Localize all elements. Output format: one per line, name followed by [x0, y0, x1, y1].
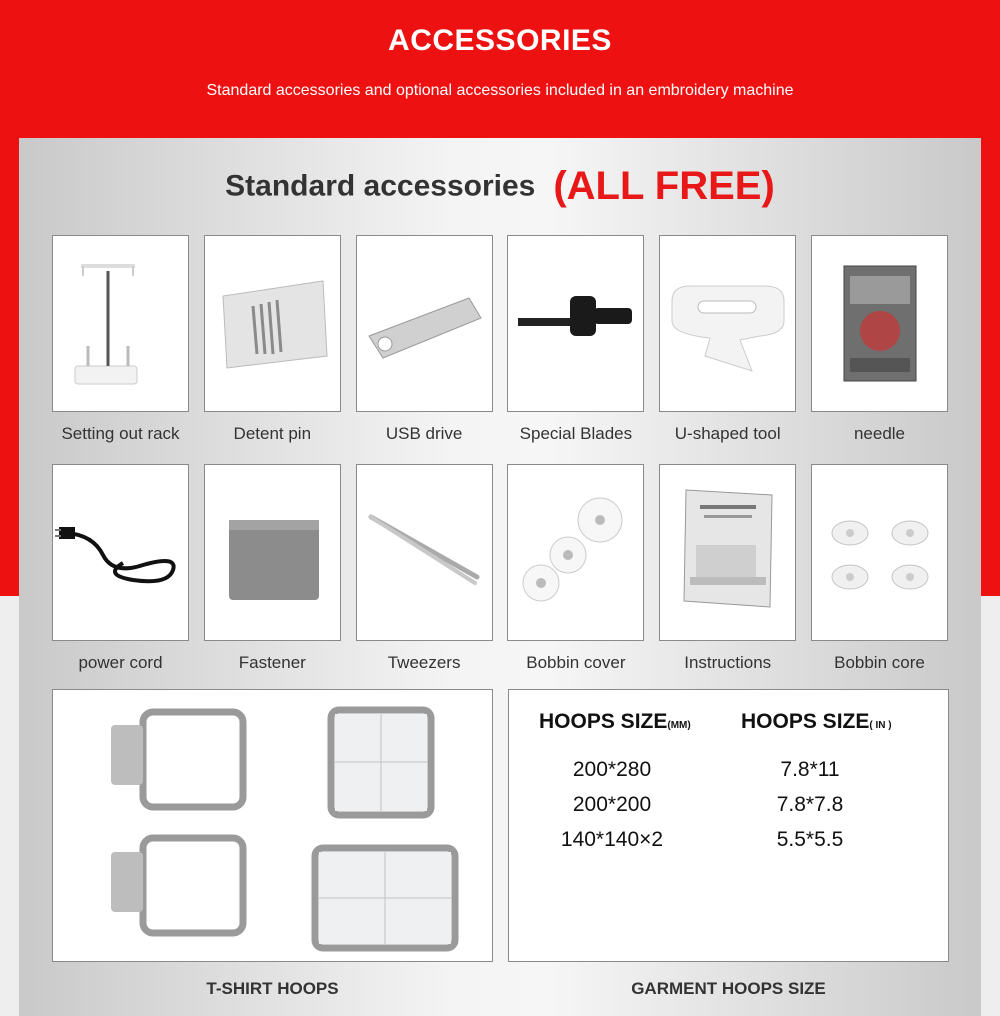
bobbin-icon [812, 465, 947, 640]
hoop-size-in-value: 5.5*5.5 [776, 828, 844, 851]
embroidery-hoops-icon [53, 690, 492, 961]
accessory-label: Setting out rack [61, 424, 180, 443]
accessory-label: U-shaped tool [674, 424, 781, 443]
hoop-size-in-value: 7.8*11 [780, 758, 840, 781]
accessory-label: needle [853, 424, 906, 443]
accessory-label: Bobbin cover [526, 653, 626, 672]
power-cord-icon [53, 465, 188, 640]
accessory-image [659, 464, 796, 641]
bobbin-cover-icon [508, 465, 643, 640]
hoop-size-mm-header: HOOPS SIZE(MM) [539, 710, 691, 733]
usb-drive-icon [357, 236, 492, 411]
accessory-image [204, 464, 341, 641]
hoop-size-mm-value: 140*140×2 [560, 828, 664, 851]
hoop-sizes-caption: GARMENT HOOPS SIZE [631, 979, 826, 998]
accessory-image [507, 464, 644, 641]
accessory-image [811, 235, 948, 412]
accessory-label: Fastener [238, 653, 306, 672]
needle-pack-icon [812, 236, 947, 411]
hoop-sizes-table [508, 689, 949, 962]
spool-rack-icon [53, 236, 188, 411]
hoop-size-mm-value: 200*200 [572, 793, 652, 816]
pin-pack-icon [205, 236, 340, 411]
accessory-item [507, 464, 644, 673]
accessory-item [356, 464, 493, 673]
accessory-item [659, 235, 796, 444]
hoop-size-in-value: 7.8*7.8 [776, 793, 844, 816]
tweezers-icon [357, 465, 492, 640]
u-tool-icon [660, 236, 795, 411]
accessory-image [811, 464, 948, 641]
accessory-item [811, 235, 948, 444]
accessory-label: Bobbin core [834, 653, 925, 672]
tshirt-hoops-image [52, 689, 493, 962]
header-banner [0, 0, 1000, 140]
accessory-image [204, 235, 341, 412]
accessory-item [52, 464, 189, 673]
hoop-size-in-header: HOOPS SIZE( IN ) [741, 710, 892, 733]
accessory-grid-row-2 [52, 464, 948, 673]
accessory-label: Special Blades [519, 424, 633, 443]
accessory-item [507, 235, 644, 444]
accessory-item [204, 464, 341, 673]
accessory-item [811, 464, 948, 673]
section-title [0, 164, 1000, 209]
accessory-label: Tweezers [387, 653, 461, 672]
hoop-size-mm-value: 200*280 [572, 758, 652, 781]
page-title: ACCESSORIES [388, 24, 612, 57]
accessory-image [52, 464, 189, 641]
accessory-item [659, 464, 796, 673]
tshirt-hoops-caption: T-SHIRT HOOPS [206, 979, 339, 998]
manual-icon [660, 465, 795, 640]
screwdriver-icon [508, 236, 643, 411]
accessory-grid-row-1 [52, 235, 948, 444]
fastener-icon [205, 465, 340, 640]
all-free-badge: (ALL FREE) [553, 164, 775, 208]
accessory-item [204, 235, 341, 444]
accessory-image [52, 235, 189, 412]
accessory-image [356, 235, 493, 412]
accessory-label: USB drive [385, 424, 463, 443]
accessory-image [507, 235, 644, 412]
accessory-label: Detent pin [233, 424, 312, 443]
page-subtitle: Standard accessories and optional accessories included in an embroidery machine [206, 82, 794, 99]
accessory-item [356, 235, 493, 444]
accessory-label: power cord [78, 653, 163, 672]
section-title-text: Standard accessories [225, 169, 536, 203]
accessory-image [659, 235, 796, 412]
accessory-item [52, 235, 189, 444]
hoop-sizes-content [509, 690, 948, 961]
accessory-image [356, 464, 493, 641]
accessory-label: Instructions [684, 653, 772, 672]
